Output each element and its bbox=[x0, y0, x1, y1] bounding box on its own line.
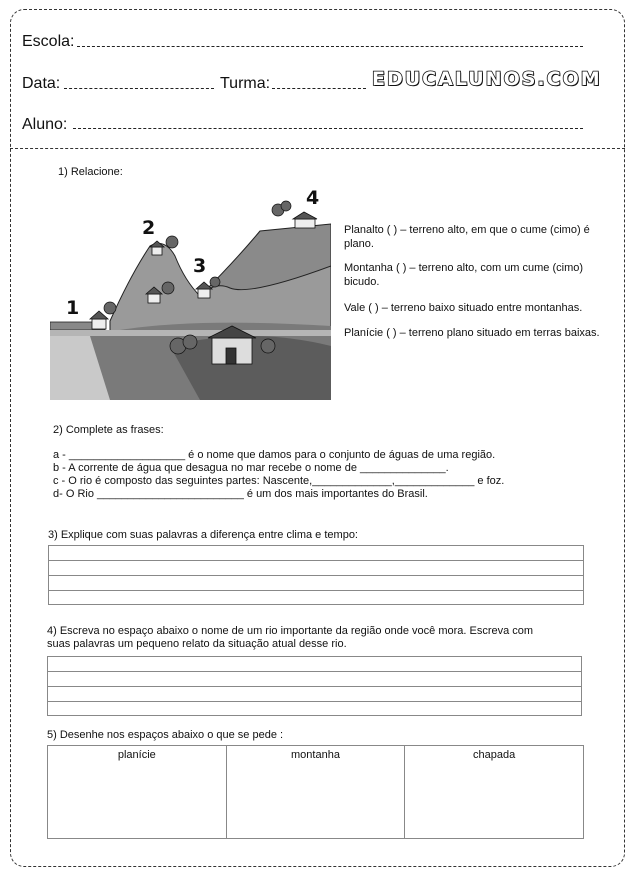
q4-title-line2: suas palavras um pequeno relato da situação atual desse rio. bbox=[47, 638, 347, 650]
illustration-number-4: 4 bbox=[306, 187, 320, 209]
q2-sentence-b: b - A corrente de água que desagua no mar recebe o nome de ______________. bbox=[53, 462, 449, 474]
drawing-box-label: planície bbox=[117, 749, 156, 761]
illustration-number-2: 2 bbox=[142, 217, 156, 239]
aluno-label: Aluno: bbox=[22, 116, 68, 133]
q1-item-montanha: Montanha ( ) – terreno alto, com um cume (cimo) bicudo. bbox=[344, 262, 584, 288]
drawing-box-label: montanha bbox=[291, 749, 340, 761]
drawing-box-chapada[interactable] bbox=[405, 746, 584, 839]
header-separator bbox=[10, 148, 625, 149]
q1-item-planalto: Planalto ( ) – terreno alto, em que o cume (cimo) é plano. bbox=[344, 224, 590, 250]
relief-illustration bbox=[50, 186, 331, 400]
q5-drawing-table bbox=[47, 745, 584, 839]
educalunos-logo: EDUCALUNOS.COM bbox=[372, 68, 602, 90]
q2-title: 2) Complete as frases: bbox=[53, 424, 164, 436]
drawing-box-montanha[interactable] bbox=[226, 746, 405, 839]
q1-item-planicie: Planície ( ) – terreno plano situado em terras baixas. bbox=[344, 327, 600, 339]
q2-sentence-d: d- O Rio ________________________ é um dos mais importantes do Brasil. bbox=[53, 488, 428, 500]
q3-title: 3) Explique com suas palavras a diferença entre clima e tempo: bbox=[48, 529, 358, 541]
q3-answer-lines[interactable] bbox=[48, 545, 584, 605]
illustration-number-3: 3 bbox=[193, 255, 207, 277]
turma-label: Turma: bbox=[220, 75, 271, 92]
escola-line bbox=[77, 46, 583, 47]
illustration-number-1: 1 bbox=[66, 297, 80, 319]
escola-label: Escola: bbox=[22, 33, 75, 50]
q5-title: 5) Desenhe nos espaços abaixo o que se pede : bbox=[47, 729, 284, 741]
q1-item-vale: Vale ( ) – terreno baixo situado entre montanhas. bbox=[344, 302, 583, 314]
q2-sentence-c: c - O rio é composto das seguintes partes: Nascente,_____________,_____________ e foz. bbox=[53, 475, 505, 487]
q4-answer-lines[interactable] bbox=[47, 656, 582, 716]
q1-title: 1) Relacione: bbox=[58, 166, 123, 178]
aluno-line bbox=[73, 128, 583, 129]
q4-title-line1: 4) Escreva no espaço abaixo o nome de um rio importante da região onde você mora. Escreva com bbox=[47, 625, 534, 637]
drawing-box-planicie[interactable] bbox=[48, 746, 227, 839]
drawing-box-label: chapada bbox=[473, 749, 516, 761]
q2-sentence-a: a - ___________________ é o nome que damos para o conjunto de águas de uma região. bbox=[53, 449, 496, 461]
data-label: Data: bbox=[22, 75, 61, 92]
turma-line bbox=[272, 88, 366, 89]
data-line bbox=[64, 88, 214, 89]
